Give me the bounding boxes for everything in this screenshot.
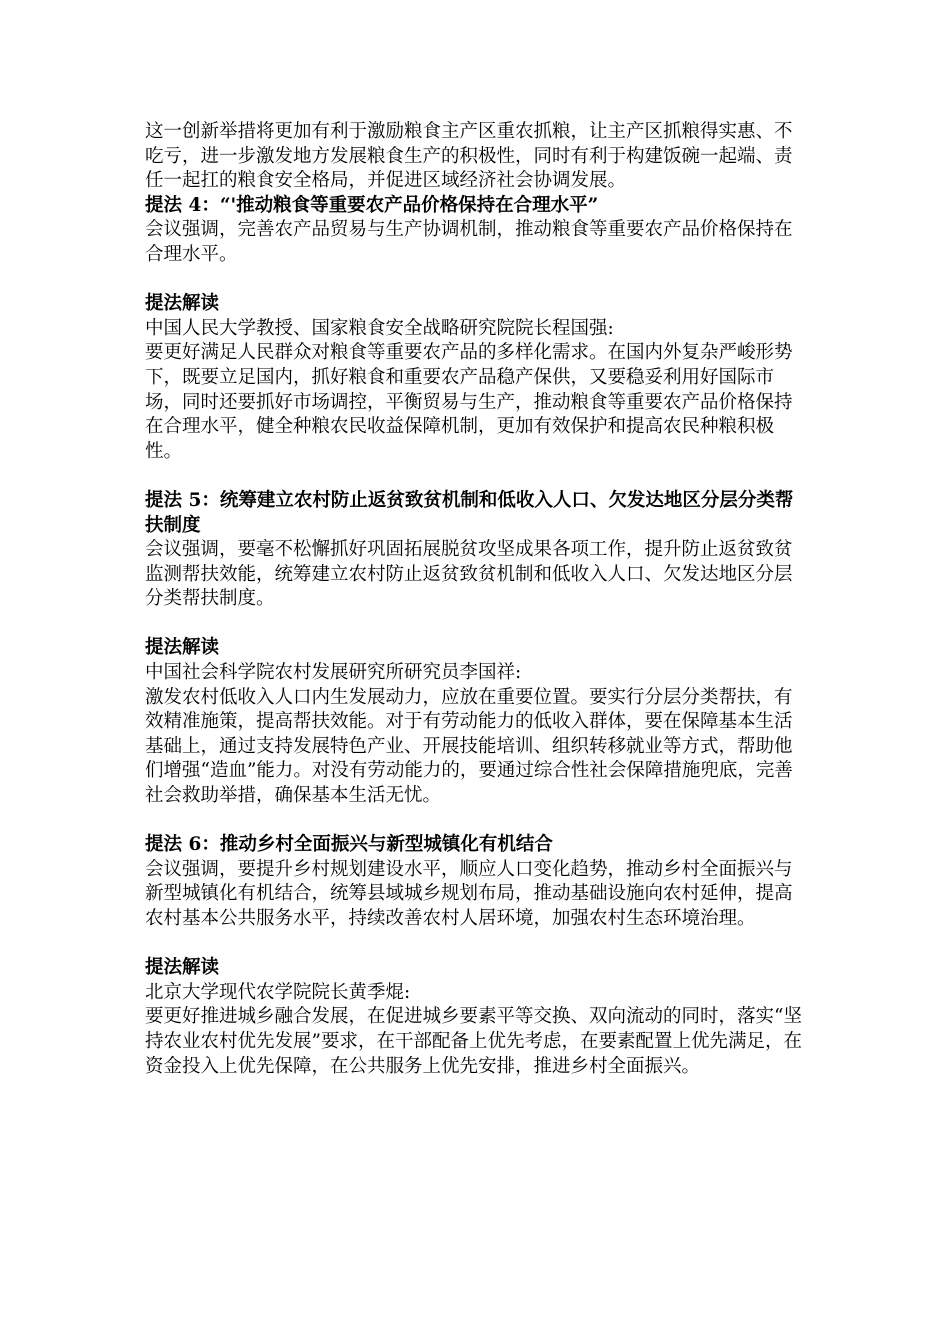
section-6-interpretation-title: 提法解读 xyxy=(145,957,220,979)
section-5-expert: 中国社会科学院农村发展研究所研究员李国祥: xyxy=(145,662,522,684)
section-5-interpretation-title: 提法解读 xyxy=(145,637,220,659)
section-4-interpretation-title: 提法解读 xyxy=(145,293,220,315)
section-5-heading: 提法 5：统筹建立农村防止返贫致贫机制和低收入人口、欠发达地区分层分类帮扶制度 xyxy=(145,489,794,536)
spacer xyxy=(145,464,805,489)
spacer xyxy=(145,809,805,834)
spacer xyxy=(145,268,805,293)
spacer xyxy=(145,932,805,957)
section-6-interpretation-text: 要更好推进城乡融合发展，在促进城乡要素平等交换、双向流动的同时，落实“坚持农业农村优先发展”要求，在干部配备上优先考虑，在要素配置上优先满足，在资金投入上优先保障，在公共服务上优先安排，推进乡村全面振兴。 xyxy=(145,1006,802,1077)
section-5-meeting-text: 会议强调，要毫不松懈抓好巩固拓展脱贫攻坚成果各项工作，提升防止返贫致贫监测帮扶效能，统筹建立农村防止返贫致贫机制和低收入人口、欠发达地区分层分类帮扶制度。 xyxy=(145,539,793,610)
section-4-expert: 中国人民大学教授、国家粮食安全战略研究院院长程国强: xyxy=(145,317,614,339)
section-6-meeting-text: 会议强调，要提升乡村规划建设水平，顺应人口变化趋势，推动乡村全面振兴与新型城镇化有机结合，统筹县域城乡规划布局，推动基础设施向农村延伸，提高农村基本公共服务水平，持续改善农村人居环境，加强农村生态环境治理。 xyxy=(145,858,793,929)
section-5-interpretation-text: 激发农村低收入人口内生发展动力，应放在重要位置。要实行分层分类帮扶，有效精准施策，提高帮扶效能。对于有劳动能力的低收入群体，要在保障基本生活基础上，通过支持发展特色产业、开展技能培训、组织转移就业等方式，帮助他们增强“造血”能力。对没有劳动能力的，要通过综合性社会保障措施兜底，完善社会救助举措，确保基本生活无忧。 xyxy=(145,686,793,807)
section-4-heading: 提法 4：“'推动粮食等重要农产品价格保持在合理水平” xyxy=(145,194,599,216)
section-6-heading: 提法 6：推动乡村全面振兴与新型城镇化有机结合 xyxy=(145,834,553,856)
section-4-meeting-text: 会议强调，完善农产品贸易与生产协调机制，推动粮食等重要农产品价格保持在合理水平。 xyxy=(145,219,793,265)
section-6-expert: 北京大学现代农学院院长黄季焜: xyxy=(145,981,411,1003)
section-4-interpretation-text: 要更好满足人民群众对粮食等重要农产品的多样化需求。在国内外复杂严峻形势下，既要立足国内，抓好粮食和重要农产品稳产保供，又要稳妥利用好国际市场，同时还要抓好市场调控，平衡贸易与生产，推动粮食等重要农产品价格保持在合理水平，健全种粮农民收益保障机制，更加有效保护和提高农民种粮积极性。 xyxy=(145,342,793,462)
document-body xyxy=(145,120,805,1079)
intro-paragraph: 这一创新举措将更加有利于激励粮食主产区重农抓粮，让主产区抓粮得实惠、不吃亏，进一步激发地方发展粮食生产的积极性，同时有利于构建饭碗一起端、责任一起扛的粮食安全格局，并促进区域经济社会协调发展。 xyxy=(145,121,793,192)
spacer xyxy=(145,612,805,637)
